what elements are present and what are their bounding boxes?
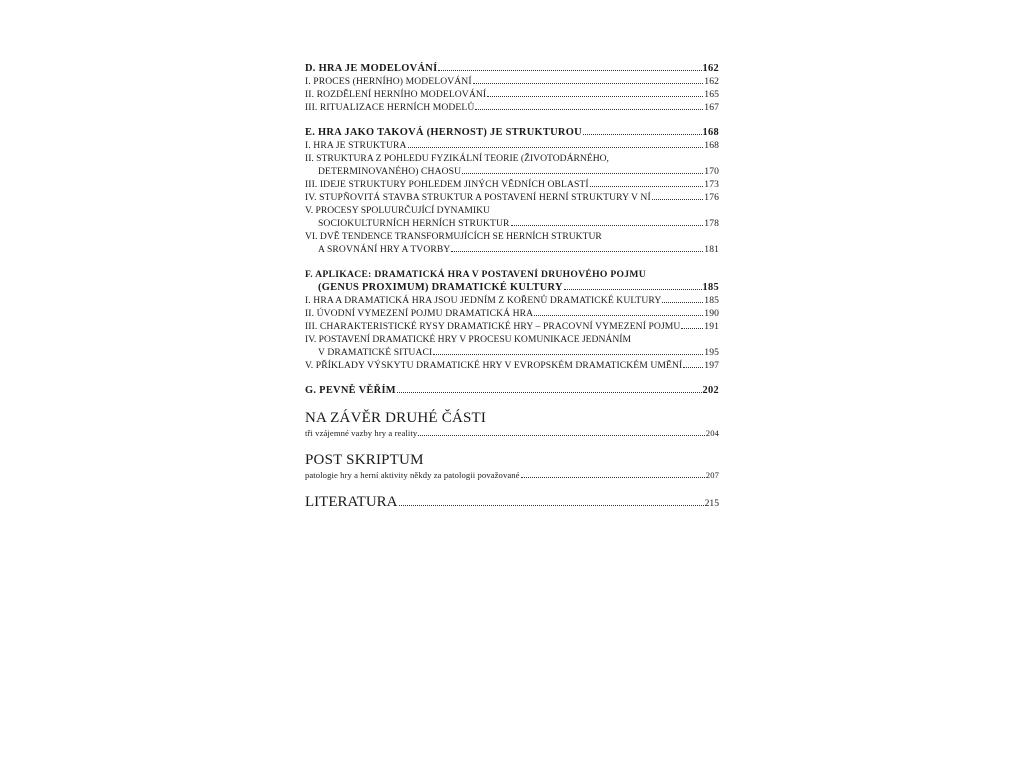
page-number: 170: [704, 166, 719, 177]
leader-dots: [534, 315, 703, 316]
leader-dots: [408, 147, 704, 148]
page-number: 197: [704, 360, 719, 371]
section-g: [305, 384, 719, 397]
toc-entry[interactable]: tři vzájemné vazby hry a reality 204: [305, 428, 719, 438]
toc-entry[interactable]: II. ROZDĚLENÍ HERNÍHO MODELOVÁNÍ 165: [305, 89, 719, 100]
leader-dots: [511, 225, 704, 226]
toc-entry[interactable]: I. HRA JE STRUKTURA 168: [305, 140, 719, 151]
page-number: 176: [704, 192, 719, 203]
toc-heading[interactable]: E. HRA JAKO TAKOVÁ (HERNOST) JE STRUKTUROU 168: [305, 127, 719, 138]
leader-dots: [418, 435, 705, 436]
leader-dots: [564, 289, 702, 290]
leader-dots: [438, 70, 701, 71]
page-number: 195: [704, 347, 719, 358]
section-literatura: [305, 493, 719, 513]
part-title: POST SKRIPTUM: [305, 452, 424, 468]
toc-entry[interactable]: I. PROCES (HERNÍHO) MODELOVÁNÍ 162: [305, 76, 719, 87]
page-number: 181: [704, 244, 719, 255]
section-e: [305, 126, 719, 256]
toc-entry[interactable]: A SROVNÁNÍ HRY A TVORBY 181: [318, 244, 719, 255]
page-number: 204: [705, 428, 719, 438]
page-number: 185: [704, 295, 719, 306]
toc-heading[interactable]: (GENUS PROXIMUM) DRAMATICKÉ KULTURY 185: [318, 282, 719, 293]
toc-entry[interactable]: DETERMINOVANÉHO) CHAOSU 170: [318, 166, 719, 177]
leader-dots: [681, 328, 703, 329]
toc-entry-line1: VI. DVĚ TENDENCE TRANSFORMUJÍCÍCH SE HERNÍCH STRUKTUR: [305, 231, 602, 242]
leader-dots: [433, 354, 703, 355]
page-number: 190: [704, 308, 719, 319]
toc-entry[interactable]: patologie hry a herní aktivity někdy za patologii považované 207: [305, 470, 719, 480]
part-title: NA ZÁVĚR DRUHÉ ČÁSTI: [305, 410, 487, 426]
toc-entry[interactable]: II. ÚVODNÍ VYMEZENÍ POJMU DRAMATICKÁ HRA 190: [305, 308, 719, 319]
page-number: 202: [702, 385, 719, 396]
toc-entry[interactable]: V. PŘÍKLADY VÝSKYTU DRAMATICKÉ HRY V EVROPSKÉM DRAMATICKÉM UMĚNÍ 197: [305, 360, 719, 371]
leader-dots: [583, 134, 702, 135]
toc-heading-line1: F. APLIKACE: DRAMATICKÁ HRA V POSTAVENÍ DRUHOVÉHO POJMU: [305, 269, 646, 280]
leader-dots: [662, 302, 703, 303]
page-number: 167: [704, 102, 719, 113]
page-number: 165: [704, 89, 719, 100]
section-d: [305, 62, 719, 114]
section-post-skriptum: [305, 451, 719, 481]
toc-entry[interactable]: III. RITUALIZACE HERNÍCH MODELŮ 167: [305, 102, 719, 113]
leader-dots: [590, 186, 704, 187]
page-number: 162: [702, 63, 719, 74]
leader-dots: [521, 477, 705, 478]
page-number: 168: [702, 127, 719, 138]
page-number: 178: [704, 218, 719, 229]
leader-dots: [399, 505, 704, 506]
page-number: 168: [704, 140, 719, 151]
toc-entry-line1: IV. POSTAVENÍ DRAMATICKÉ HRY V PROCESU KOMUNIKACE JEDNÁNÍM: [305, 334, 631, 345]
toc-entry[interactable]: SOCIOKULTURNÍCH HERNÍCH STRUKTUR 178: [318, 218, 719, 229]
page-number: 162: [704, 76, 719, 87]
toc-heading[interactable]: G. PEVNĚ VĚŘÍM 202: [305, 385, 719, 396]
leader-dots: [451, 251, 703, 252]
page-number: 207: [705, 470, 719, 480]
page-number: 185: [702, 282, 719, 293]
toc-entry-line1: II. STRUKTURA Z POHLEDU FYZIKÁLNÍ TEORIE (ŽIVOTODÁRNÉHO,: [305, 153, 609, 164]
toc-entry[interactable]: LITERATURA 215: [305, 493, 719, 513]
toc-heading[interactable]: D. HRA JE MODELOVÁNÍ 162: [305, 63, 719, 74]
leader-dots: [473, 83, 704, 84]
leader-dots: [397, 392, 702, 393]
leader-dots: [475, 109, 703, 110]
leader-dots: [487, 96, 703, 97]
toc-entry-line1: V. PROCESY SPOLUURČUJÍCÍ DYNAMIKU: [305, 205, 490, 216]
toc-entry[interactable]: V DRAMATICKÉ SITUACI 195: [318, 347, 719, 358]
leader-dots: [462, 173, 703, 174]
table-of-contents: [305, 62, 719, 525]
section-f: [305, 268, 719, 372]
toc-entry[interactable]: IV. STUPŇOVITÁ STAVBA STRUKTUR A POSTAVENÍ HERNÍ STRUKTURY V NÍ 176: [305, 192, 719, 203]
toc-entry[interactable]: I. HRA A DRAMATICKÁ HRA JSOU JEDNÍM Z KOŘENŮ DRAMATICKÉ KULTURY 185: [305, 295, 719, 306]
page-number: 191: [704, 321, 719, 332]
toc-entry[interactable]: III. CHARAKTERISTICKÉ RYSY DRAMATICKÉ HRY – PRACOVNÍ VYMEZENÍ POJMU 191: [305, 321, 719, 332]
leader-dots: [652, 199, 704, 200]
leader-dots: [683, 367, 703, 368]
toc-entry[interactable]: III. IDEJE STRUKTURY POHLEDEM JINÝCH VĚDNÍCH OBLASTÍ 173: [305, 179, 719, 190]
page-number: 215: [704, 498, 719, 509]
section-zaver: [305, 409, 719, 439]
page-number: 173: [704, 179, 719, 190]
